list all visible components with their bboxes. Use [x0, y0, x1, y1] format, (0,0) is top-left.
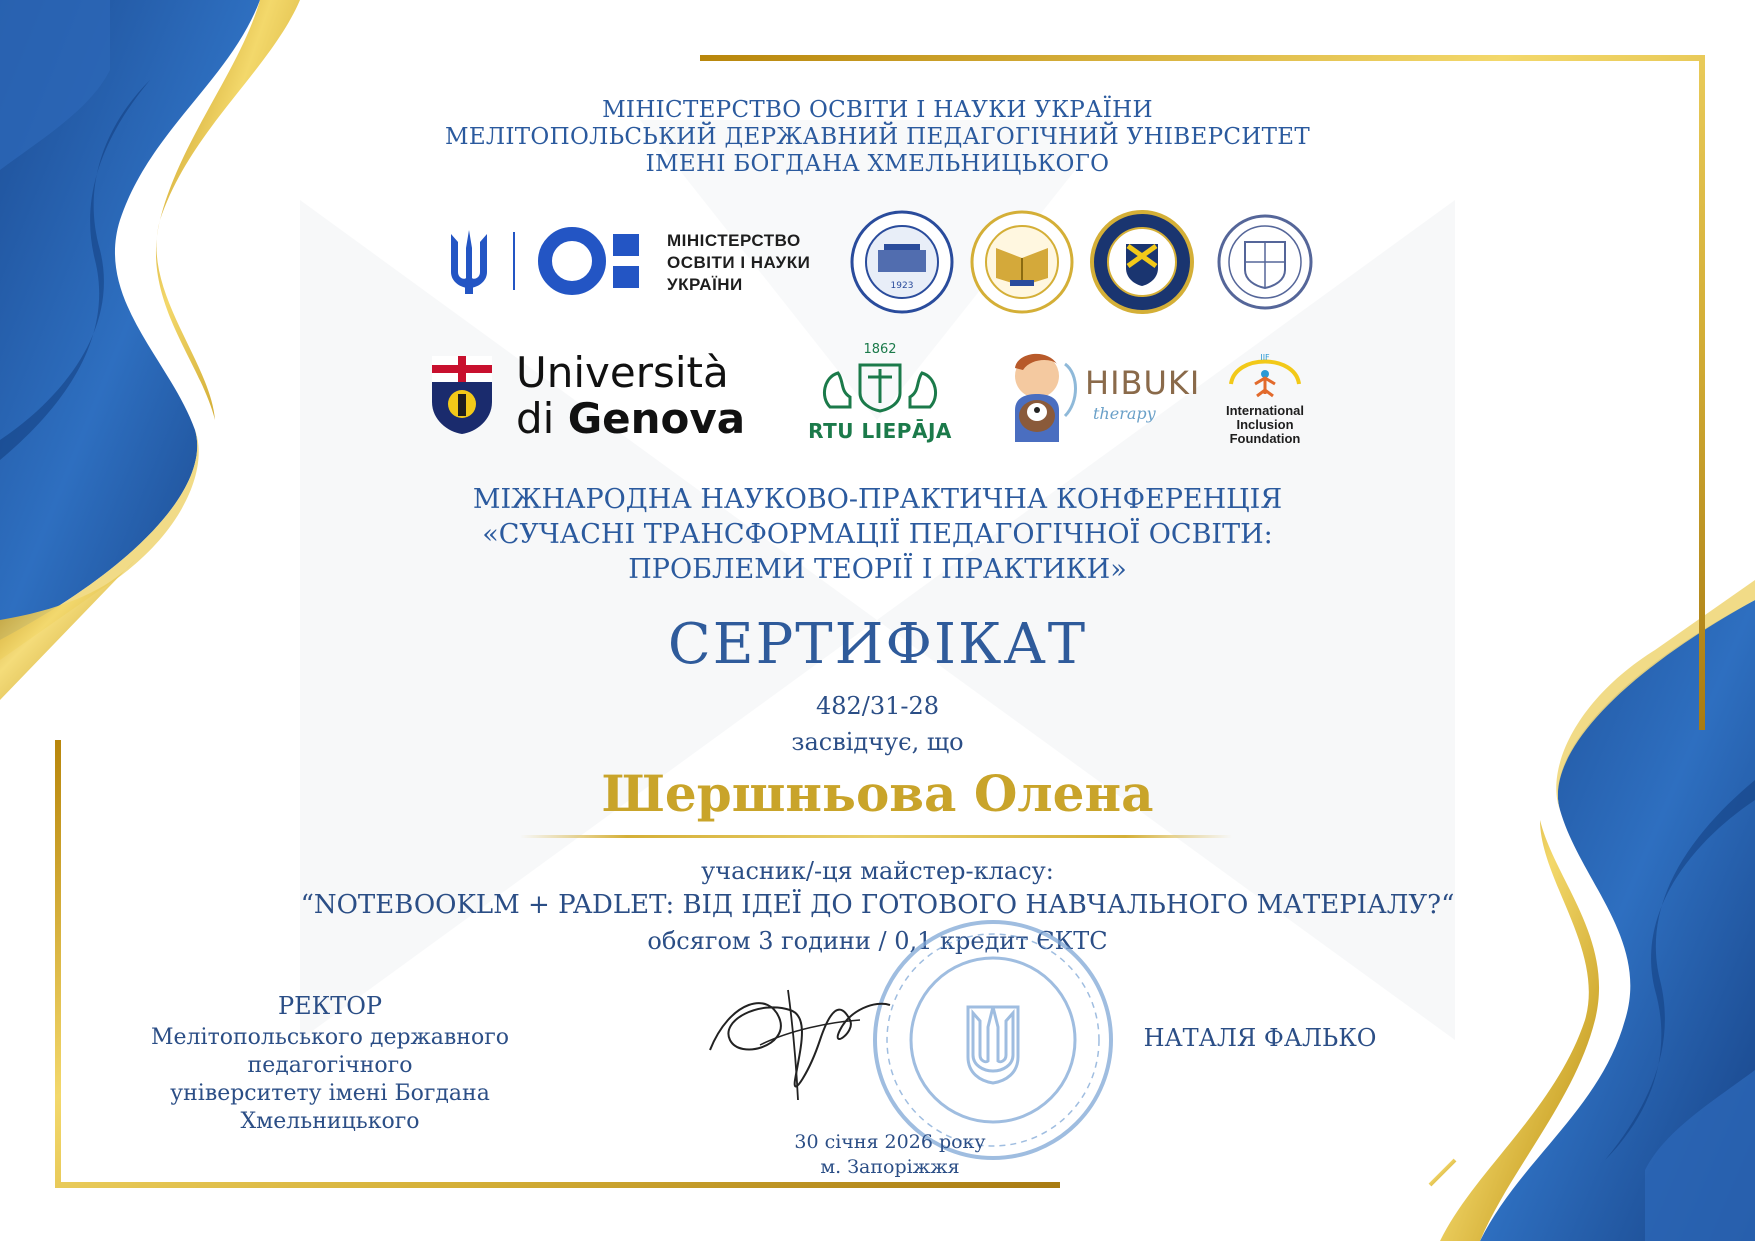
recipient-name: Шершньова Олена: [601, 764, 1154, 823]
participant-text: учасник/-ця майстер-класу:: [701, 857, 1054, 885]
header-ministry: МІНІСТЕРСТВО ОСВІТИ І НАУКИ УКРАЇНИ: [602, 97, 1153, 123]
header-block: [0, 97, 1755, 178]
iif-arc-icon: [1225, 344, 1305, 400]
rector-name: НАТАЛЯ ФАЛЬКО: [1143, 1024, 1377, 1052]
rector-title: РЕКТОР: [277, 992, 383, 1020]
iif-logo: [1210, 344, 1320, 448]
svg-text:1923: 1923: [890, 281, 914, 291]
genova-logo: [430, 348, 770, 443]
hibuki-logo: [995, 346, 1205, 446]
trident-icon: [447, 228, 491, 294]
rector-org-line1: Мелітопольського державного педагогічного: [151, 1025, 509, 1078]
rtu-liepaja-logo: [800, 342, 960, 446]
conference-type: МІЖНАРОДНА НАУКОВО-ПРАКТИЧНА КОНФЕРЕНЦІЯ: [472, 484, 1283, 515]
rector-block: [110, 992, 550, 1136]
genova-shield-icon: [430, 354, 494, 436]
rtu-crest-icon: [810, 357, 950, 415]
header-university: МЕЛІТОПОЛЬСЬКИЙ ДЕРЖАВНИЙ ПЕДАГОГІЧНИЙ УНІВЕРСИТЕТ: [444, 124, 1311, 150]
hibuki-sub: therapy: [1093, 404, 1156, 423]
ministry-mark-icon: [537, 226, 647, 296]
mdpu-seal-icon: [848, 208, 956, 316]
hibuki-character-icon: [995, 346, 1085, 442]
genova-logo-text: Università di Genova: [516, 348, 746, 443]
name-underline: [520, 835, 1232, 838]
rtu-year: 1862: [863, 342, 897, 357]
issue-date: 30 січня 2026 року: [794, 1131, 986, 1153]
rector-org-line2: університету імені Богдана Хмельницького: [170, 1081, 490, 1134]
conference-title-2: ПРОБЛЕМИ ТЕОРІЇ І ПРАКТИКИ»: [628, 554, 1127, 585]
logo-divider: [513, 232, 515, 290]
hibuki-name: HIBUKI: [1085, 364, 1201, 402]
iif-text: International Inclusion Foundation: [1225, 403, 1304, 446]
issue-place: м. Запоріжжя: [820, 1156, 960, 1178]
donetsk-university-seal-icon: [1088, 208, 1196, 316]
conference-title-1: «СУЧАСНІ ТРАНСФОРМАЦІЇ ПЕДАГОГІЧНОЇ ОСВІТИ:: [482, 519, 1273, 550]
ministry-logo-text: МІНІСТЕРСТВО ОСВІТИ І НАУКИ УКРАЇНИ: [667, 231, 811, 294]
volume-text: обсягом 3 години / 0,1 кредит ЄКТС: [647, 927, 1108, 955]
partner-university-seal-icon: [1215, 212, 1315, 312]
certificate-number: 482/31-28: [815, 692, 940, 720]
kharkiv-academy-seal-icon: [968, 208, 1076, 316]
rector-signature-icon: [700, 960, 900, 1110]
conference-block: [0, 482, 1755, 587]
rtu-name: RTU LIEPĀJA: [808, 419, 952, 443]
certifies-text: засвідчує, що: [791, 728, 964, 756]
masterclass-title: “NOTEBOOKLM + PADLET: ВІД ІДЕЇ ДО ГОТОВОГО НАВЧАЛЬНОГО МАТЕРІАЛУ?“: [300, 890, 1455, 920]
ministry-logo: [447, 226, 827, 296]
svg-text:IIF: IIF: [1260, 353, 1270, 362]
university-stamp-icon: [868, 915, 1118, 1165]
certificate-title: СЕРТИФІКАТ: [667, 612, 1088, 677]
date-place-block: [760, 1130, 1020, 1180]
header-university-name: ІМЕНІ БОГДАНА ХМЕЛЬНИЦЬКОГО: [645, 151, 1110, 177]
